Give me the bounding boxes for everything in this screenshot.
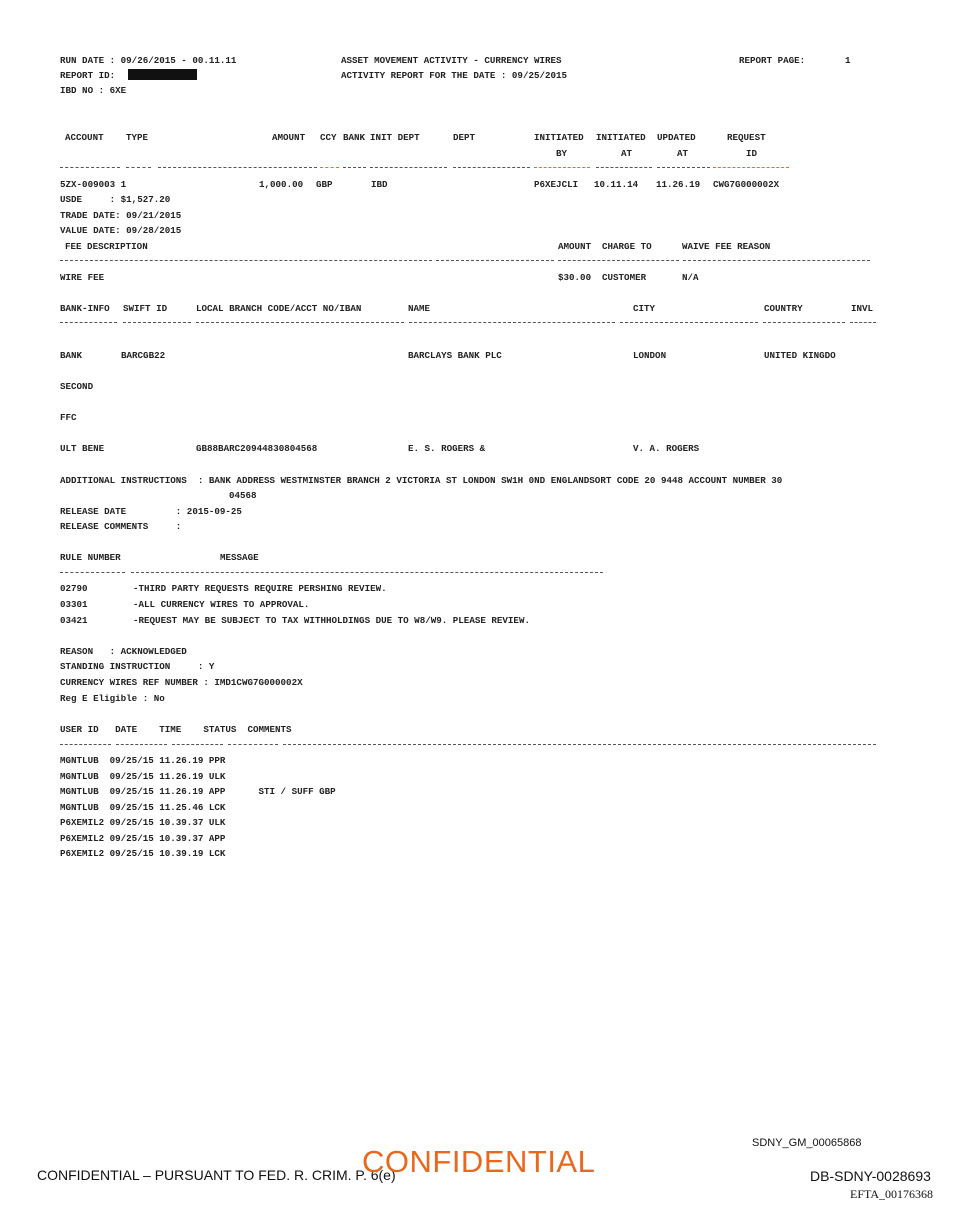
separator xyxy=(370,167,447,168)
col-bank: BANK xyxy=(343,132,366,143)
redaction-box xyxy=(128,69,197,80)
separator xyxy=(683,260,870,261)
wire-account: 5ZX-009003 1 xyxy=(60,179,127,190)
fee-desc: WIRE FEE xyxy=(60,272,105,283)
run-date: RUN DATE : 09/26/2015 - 00.11.11 xyxy=(60,55,237,66)
reg-e-eligible: Reg E Eligible : No xyxy=(60,693,165,704)
separator xyxy=(172,744,223,745)
history-header: USER ID DATE TIME STATUS COMMENTS xyxy=(60,724,292,735)
rule-number: 03301 xyxy=(60,599,88,610)
separator xyxy=(123,322,191,323)
history-row: MGNTLUB 09/25/15 11.26.19 APP STI / SUFF GBP xyxy=(60,786,336,797)
history-row: MGNTLUB 09/25/15 11.26.19 ULK xyxy=(60,771,226,782)
separator xyxy=(131,572,603,573)
second-label: SECOND xyxy=(60,381,94,392)
additional-instructions: ADDITIONAL INSTRUCTIONS : BANK ADDRESS WESTMINSTER BRANCH 2 VICTORIA ST LONDON SW1H 0ND ENGLANDSORT CODE 20 9448 ACCOUNT NUMBER 30 xyxy=(60,475,783,486)
bank-country: UNITED KINGDO xyxy=(764,350,836,361)
additional-instructions-cont: 04568 xyxy=(229,490,257,501)
report-page-number: 1 xyxy=(845,55,851,66)
col-initiated-1: INITIATED xyxy=(534,132,584,143)
separator xyxy=(60,744,111,745)
country-header: COUNTRY xyxy=(764,303,803,314)
fee-charge-to-header: CHARGE TO xyxy=(602,241,652,252)
separator xyxy=(453,167,530,168)
rule-number: 03421 xyxy=(60,615,88,626)
separator xyxy=(713,167,789,168)
fee-waive: N/A xyxy=(682,272,699,283)
ult-bene-iban: GB88BARC20944830804568 xyxy=(196,443,318,454)
rule-number: 02790 xyxy=(60,583,88,594)
bank-city: LONDON xyxy=(633,350,667,361)
separator xyxy=(850,322,876,323)
col-request: REQUEST xyxy=(727,132,766,143)
col-updated: UPDATED xyxy=(657,132,696,143)
local-branch-header: LOCAL BRANCH CODE/ACCT NO/IBAN xyxy=(196,303,362,314)
rule-message: -THIRD PARTY REQUESTS REQUIRE PERSHING REVIEW. xyxy=(133,583,387,594)
city-header: CITY xyxy=(633,303,656,314)
currency-wires-ref: CURRENCY WIRES REF NUMBER : IMD1CWG7G000002X xyxy=(60,677,303,688)
history-row: P6XEMIL2 09/25/15 10.39.19 LCK xyxy=(60,848,226,859)
col-at-1: AT xyxy=(621,148,633,159)
rule-message-header: MESSAGE xyxy=(220,552,259,563)
fee-description-header: FEE DESCRIPTION xyxy=(65,241,148,252)
wire-initiated-at: 10.11.14 xyxy=(594,179,639,190)
release-date: RELEASE DATE : 2015-09-25 xyxy=(60,506,242,517)
report-subtitle: ACTIVITY REPORT FOR THE DATE : 09/25/2015 xyxy=(341,70,568,81)
separator xyxy=(343,167,366,168)
ult-bene-label: ULT BENE xyxy=(60,443,105,454)
fee-amount-header: AMOUNT xyxy=(558,241,592,252)
separator xyxy=(228,744,278,745)
fee-charge-to: CUSTOMER xyxy=(602,272,647,283)
name-header: NAME xyxy=(408,303,431,314)
wire-request-id: CWG7G000002X xyxy=(713,179,780,190)
reason: REASON : ACKNOWLEDGED xyxy=(60,646,187,657)
report-title: ASSET MOVEMENT ACTIVITY - CURRENCY WIRES xyxy=(341,55,562,66)
bank-label: BANK xyxy=(60,350,83,361)
separator xyxy=(657,167,710,168)
col-by: BY xyxy=(556,148,568,159)
bates-number: SDNY_GM_00065868 xyxy=(752,1137,862,1149)
separator xyxy=(596,167,652,168)
invl-header: INVL xyxy=(851,303,874,314)
col-amount: AMOUNT xyxy=(272,132,306,143)
bank-info-header: BANK-INFO xyxy=(60,303,110,314)
separator xyxy=(320,167,339,168)
bank-name: BARCLAYS BANK PLC xyxy=(408,350,502,361)
col-initiated-2: INITIATED xyxy=(596,132,646,143)
bank-swift: BARCGB22 xyxy=(121,350,166,361)
separator xyxy=(116,744,167,745)
report-id-label: REPORT ID: xyxy=(60,70,116,81)
wire-value-date: VALUE DATE: 09/28/2015 xyxy=(60,225,182,236)
separator xyxy=(409,322,615,323)
ult-bene-name: E. S. ROGERS & xyxy=(408,443,486,454)
rule-message: -REQUEST MAY BE SUBJECT TO TAX WITHHOLDINGS DUE TO W8/W9. PLEASE REVIEW. xyxy=(133,615,530,626)
rule-message: -ALL CURRENCY WIRES TO APPROVAL. xyxy=(133,599,310,610)
separator xyxy=(620,322,758,323)
confidential-notice: CONFIDENTIAL – PURSUANT TO FED. R. CRIM. P. 6(e) xyxy=(37,1167,396,1183)
fee-waive-header: WAIVE FEE REASON xyxy=(682,241,771,252)
ffc-label: FFC xyxy=(60,412,77,423)
separator xyxy=(196,322,404,323)
swift-header: SWIFT ID xyxy=(123,303,168,314)
wire-trade-date: TRADE DATE: 09/21/2015 xyxy=(60,210,182,221)
report-page-label: REPORT PAGE: xyxy=(739,55,806,66)
doc-id: DB-SDNY-0028693 xyxy=(810,1168,931,1184)
col-type: TYPE xyxy=(126,132,149,143)
separator xyxy=(60,167,120,168)
separator xyxy=(126,167,151,168)
release-comments: RELEASE COMMENTS : xyxy=(60,521,182,532)
wire-ccy: GBP xyxy=(316,179,333,190)
separator xyxy=(534,167,590,168)
col-at-2: AT xyxy=(677,148,689,159)
history-row: P6XEMIL2 09/25/15 10.39.37 ULK xyxy=(60,817,226,828)
col-dept: DEPT xyxy=(453,132,476,143)
standing-instruction: STANDING INSTRUCTION : Y xyxy=(60,661,215,672)
fee-amount: $30.00 xyxy=(558,272,592,283)
separator xyxy=(436,260,554,261)
history-row: MGNTLUB 09/25/15 11.26.19 PPR xyxy=(60,755,226,766)
wire-amount: 1,000.00 xyxy=(259,179,304,190)
efta-number: EFTA_00176368 xyxy=(850,1187,934,1201)
separator xyxy=(558,260,679,261)
col-init-dept: INIT DEPT xyxy=(370,132,420,143)
confidential-stamp: CONFIDENTIAL xyxy=(362,1144,596,1179)
history-row: P6XEMIL2 09/25/15 10.39.37 APP xyxy=(60,833,226,844)
col-account: ACCOUNT xyxy=(65,132,104,143)
rule-number-header: RULE NUMBER xyxy=(60,552,121,563)
history-row: MGNTLUB 09/25/15 11.25.46 LCK xyxy=(60,802,226,813)
col-ccy: CCY xyxy=(320,132,337,143)
separator xyxy=(158,167,317,168)
wire-init-dept: IBD xyxy=(371,179,388,190)
wire-updated-at: 11.26.19 xyxy=(656,179,701,190)
separator xyxy=(283,744,876,745)
separator xyxy=(60,572,125,573)
separator xyxy=(60,260,432,261)
ult-bene-city: V. A. ROGERS xyxy=(633,443,700,454)
wire-initiated-by: P6XEJCLI xyxy=(534,179,579,190)
separator xyxy=(60,322,117,323)
separator xyxy=(763,322,845,323)
wire-usde: USDE : $1,527.20 xyxy=(60,194,171,205)
col-id: ID xyxy=(746,148,758,159)
ibd-no: IBD NO : 6XE xyxy=(60,85,127,96)
